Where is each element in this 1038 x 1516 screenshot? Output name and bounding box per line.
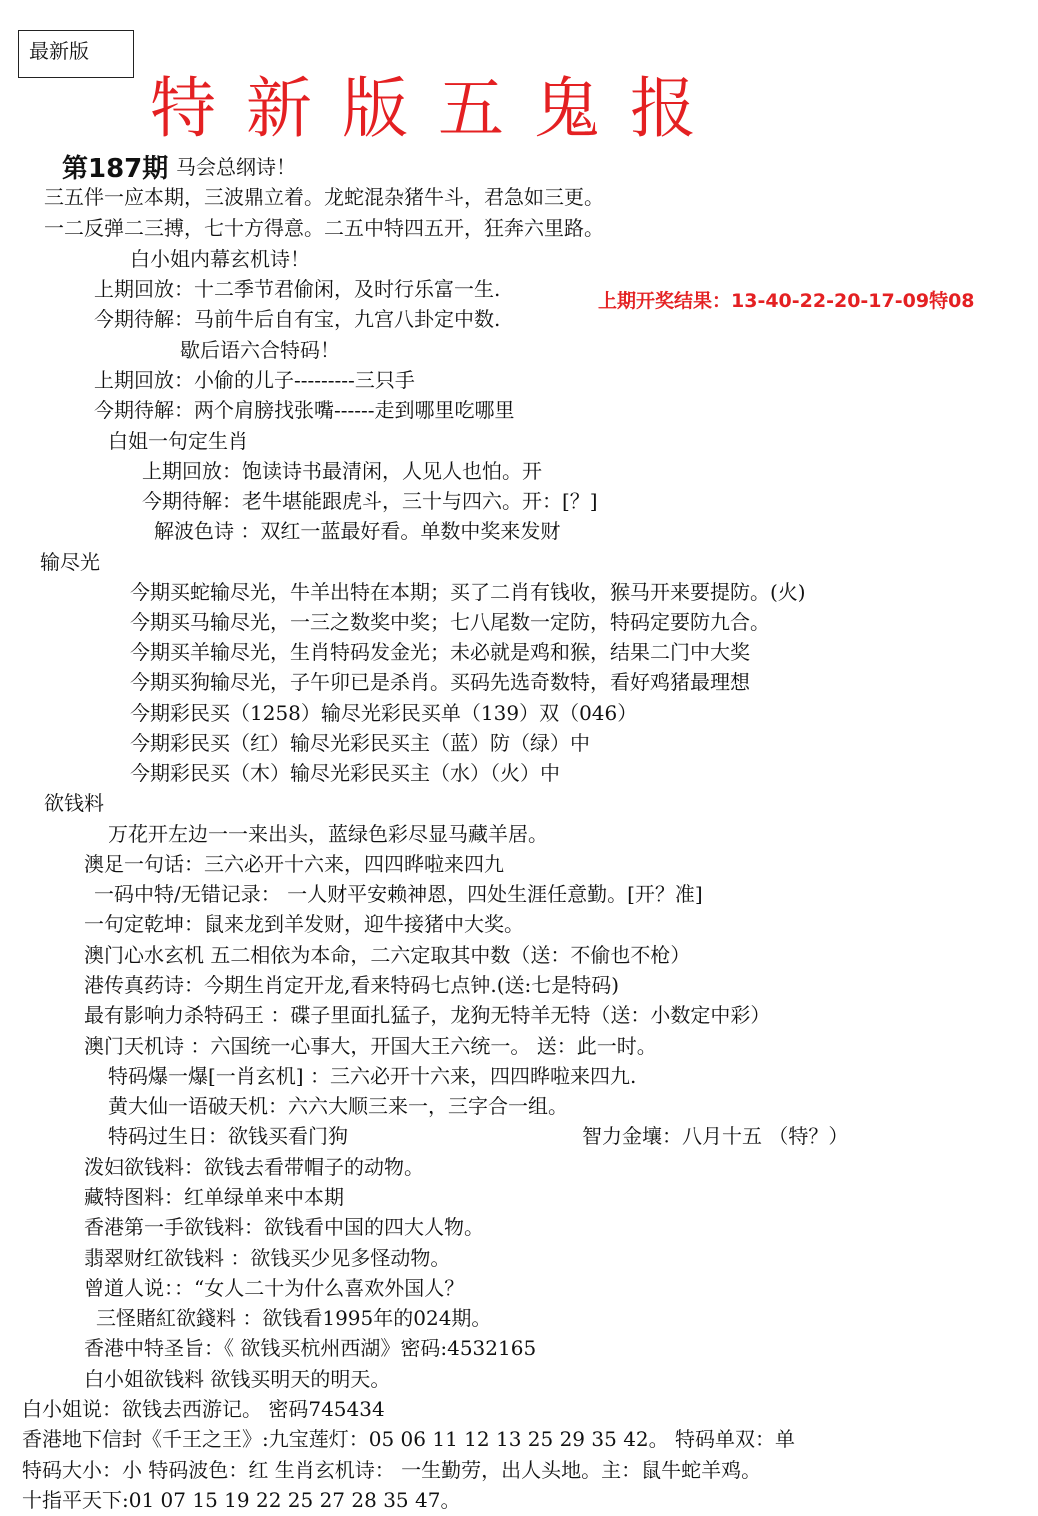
text-line: 最有影响力杀特码王 ：碟子里面扎猛子，龙狗无特羊无特（送：小数定中彩）: [84, 1003, 771, 1027]
last-draw-result: 上期开奖结果：13-40-22-20-17-09特08: [598, 290, 975, 312]
text-line: 特码爆一爆[一肖玄机] ：三六必开十六来，四四晔啦来四九.: [108, 1064, 637, 1088]
text-line: 特码过生日：欲钱买看门狗: [108, 1124, 348, 1148]
text-line: 翡翠财红欲钱料 ：欲钱买少见多怪动物。: [84, 1246, 451, 1270]
text-line: 今期待解：两个肩膀找张嘴------走到哪里吃哪里: [94, 398, 515, 422]
text-line: 白小姐欲钱料 欲钱买明天的明天。: [84, 1367, 391, 1391]
text-line: 上期回放：十二季节君偷闲，及时行乐富一生.: [94, 277, 501, 301]
text-line: 今期买羊输尽光，生肖特码发金光；未必就是鸡和猴，结果二门中大奖: [130, 640, 750, 664]
section-heading: 欲钱料: [44, 791, 104, 815]
text-line: 特码大小：小 特码波色：红 生肖玄机诗： 一生勤劳，出人头地。主：鼠牛蛇羊鸡。: [22, 1458, 762, 1482]
text-line: 智力金壤：八月十五 （特？）: [582, 1124, 849, 1148]
text-line: 三怪賭紅欲錢料 ：欲钱看1995年的024期。: [96, 1306, 492, 1330]
text-line: 一码中特/无错记录： 一人财平安赖神恩，四处生涯任意勤。[开？准]: [94, 882, 703, 906]
text-line: 今期彩民买（1258）输尽光彩民买单（139）双（046）: [130, 701, 638, 725]
text-line: 泼妇欲钱料：欲钱去看带帽子的动物。: [84, 1155, 424, 1179]
text-line: 今期待解：马前牛后自有宝，九宫八卦定中数.: [94, 307, 501, 331]
page-title: 特新版五鬼报: [150, 70, 726, 147]
issue-number: 第187期: [62, 154, 169, 184]
section-heading: 白小姐内幕玄机诗！: [130, 247, 310, 271]
text-line: 今期买蛇输尽光，牛羊出特在本期；买了二肖有钱收，猴马开来要提防。(火): [130, 580, 806, 604]
text-line: 今期彩民买（红）输尽光彩民买主（蓝）防（绿）中: [130, 731, 590, 755]
text-line: 今期买马输尽光，一三之数奖中奖；七八尾数一定防，特码定要防九合。: [130, 610, 770, 634]
text-line: 澳足一句话：三六必开十六来，四四晔啦来四九: [84, 852, 504, 876]
text-line: 十指平天下:01 07 15 19 22 25 27 28 35 47。: [22, 1488, 461, 1512]
text-line: 藏特图料：红单绿单来中本期: [84, 1185, 344, 1209]
text-line: 一句定乾坤：鼠来龙到羊发财，迎牛接猪中大奖。: [84, 912, 524, 936]
text-line: 一二反弹二三搏，七十方得意。二五中特四五开，狂奔六里路。: [44, 216, 604, 240]
text-line: 澳门天机诗 ：六国统一心事大，开国大王六统一。 送：此一时。: [84, 1034, 657, 1058]
text-line: 上期回放：小偷的儿子---------三只手: [94, 368, 415, 392]
text-line: 香港地下信封《千王之王》:九宝莲灯：05 06 11 12 13 25 29 35 42。 特码单双：单: [22, 1427, 795, 1451]
text-line: 香港中特圣旨：《 欲钱买杭州西湖》密码:4532165: [84, 1336, 537, 1360]
text-line: 今期彩民买（木）输尽光彩民买主（水）（火）中: [130, 761, 560, 785]
text-line: 黄大仙一语破天机：六六大顺三来一，三字合一组。: [108, 1094, 568, 1118]
section-heading: 白姐一句定生肖: [108, 429, 248, 453]
text-line: 澳门心水玄机 五二相依为本命，二六定取其中数（送：不偷也不枪）: [84, 943, 691, 967]
text-line: 今期买狗输尽光，子午卯已是杀肖。买码先选奇数特，看好鸡猪最理想: [130, 670, 750, 694]
section-heading: 马会总纲诗！: [176, 155, 296, 179]
text-line: 港传真药诗：今期生肖定开龙,看来特码七点钟.(送:七是特码): [84, 973, 620, 997]
text-line: 上期回放：饱读诗书最清闲，人见人也怕。开: [142, 459, 542, 483]
text-line: 香港第一手欲钱料：欲钱看中国的四大人物。: [84, 1215, 484, 1239]
section-heading: 输尽光: [40, 550, 100, 574]
text-line: 三五伴一应本期，三波鼎立着。龙蛇混杂猪牛斗，君急如三更。: [44, 185, 604, 209]
text-line: 万花开左边一一来出头，蓝绿色彩尽显马藏羊居。: [108, 822, 548, 846]
text-line: 今期待解：老牛堪能跟虎斗，三十与四六。开：[？]: [142, 489, 598, 513]
text-line: 白小姐说：欲钱去西游记。 密码745434: [22, 1397, 385, 1421]
text-line: 解波色诗 ：双红一蓝最好看。单数中奖来发财: [154, 519, 561, 543]
text-line: 曾道人说：：“女人二十为什么喜欢外国人？: [84, 1276, 465, 1300]
section-heading: 歇后语六合特码！: [180, 338, 340, 362]
version-badge: 最新版: [18, 30, 134, 78]
